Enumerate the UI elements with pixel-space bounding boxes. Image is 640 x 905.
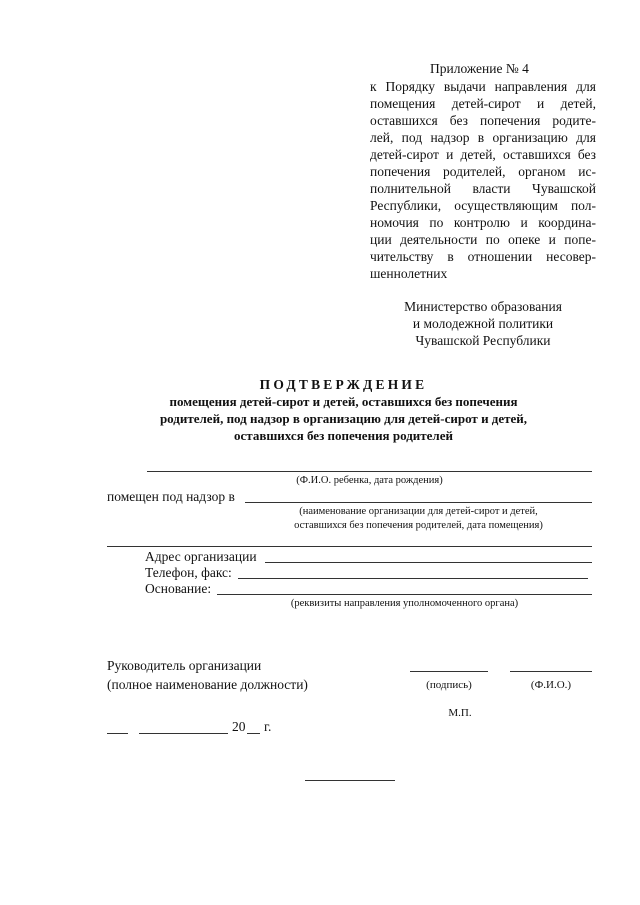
appendix-line: чительству в отношении несовер- bbox=[370, 249, 596, 264]
date-month-line[interactable] bbox=[139, 733, 228, 734]
child-name-line[interactable] bbox=[147, 471, 592, 472]
appendix-description bbox=[370, 78, 596, 282]
position-hint: (полное наименование должности) bbox=[107, 677, 308, 692]
stamp-place: М.П. bbox=[448, 707, 472, 719]
appendix-line: ции деятельности по опеке и попе- bbox=[370, 232, 596, 247]
name-hint: (Ф.И.О.) bbox=[530, 679, 572, 691]
placed-label: помещен под надзор в bbox=[107, 489, 235, 504]
addressee-block bbox=[370, 298, 596, 349]
appendix-line: номочия по контролю и координа- bbox=[370, 215, 596, 230]
basis-hint: (реквизиты направления уполномоченного органа) bbox=[290, 598, 519, 609]
bottom-separator-line bbox=[305, 780, 395, 781]
addressee-line: и молодежной политики bbox=[412, 316, 554, 331]
basis-label: Основание: bbox=[145, 581, 212, 596]
organization-hint-line: оставшихся без попечения родителей, дата помещения) bbox=[294, 520, 543, 531]
appendix-line: шеннолетних bbox=[370, 266, 448, 281]
phone-line[interactable] bbox=[238, 578, 588, 579]
appendix-line: Республики, осуществляющим пол- bbox=[370, 198, 596, 213]
address-line[interactable] bbox=[265, 562, 592, 563]
signature-hint: (подпись) bbox=[426, 679, 472, 691]
organization-hint bbox=[245, 505, 592, 533]
appendix-line: к Порядку выдачи направления для bbox=[370, 79, 596, 94]
document-title: ПОДТВЕРЖДЕНИЕ bbox=[259, 377, 428, 392]
addressee-line: Чувашской Республики bbox=[415, 333, 551, 348]
phone-label: Телефон, факс: bbox=[145, 565, 232, 580]
organization-continuation-line[interactable] bbox=[107, 546, 592, 547]
signature-line[interactable] bbox=[410, 671, 488, 672]
document-subtitle bbox=[100, 393, 587, 444]
organization-line[interactable] bbox=[245, 502, 592, 503]
subtitle-line: родителей, под надзор в организацию для детей-сирот и детей, bbox=[159, 411, 528, 426]
subtitle-line: помещения детей-сирот и детей, оставшихся без попечения bbox=[169, 394, 518, 409]
appendix-title: Приложение № 4 bbox=[430, 61, 529, 76]
date-day-line[interactable] bbox=[107, 733, 128, 734]
appendix-line: помещения детей-сирот и детей, bbox=[370, 96, 596, 111]
head-label: Руководитель организации bbox=[107, 658, 262, 673]
appendix-line: оставшихся без попечения родите- bbox=[370, 113, 596, 128]
child-name-hint: (Ф.И.О. ребенка, дата рождения) bbox=[296, 475, 443, 486]
subtitle-line: оставшихся без попечения родителей bbox=[234, 428, 453, 443]
addressee-line: Министерство образования bbox=[404, 299, 562, 314]
appendix-line: попечения родителей, органом ис- bbox=[370, 164, 596, 179]
appendix-line: лей, под надзор в организацию для bbox=[370, 130, 596, 145]
appendix-line: полнительной власти Чувашской bbox=[370, 181, 596, 196]
date-year-suffix: г. bbox=[264, 719, 272, 734]
address-label: Адрес организации bbox=[145, 549, 257, 564]
date-year-prefix: 20 bbox=[232, 719, 246, 734]
appendix-line: детей-сирот и детей, оставшихся без bbox=[370, 147, 596, 162]
name-line[interactable] bbox=[510, 671, 592, 672]
basis-line[interactable] bbox=[217, 594, 592, 595]
date-year-line[interactable] bbox=[247, 733, 260, 734]
organization-hint-line: (наименование организации для детей-сирот и детей, bbox=[299, 506, 538, 517]
